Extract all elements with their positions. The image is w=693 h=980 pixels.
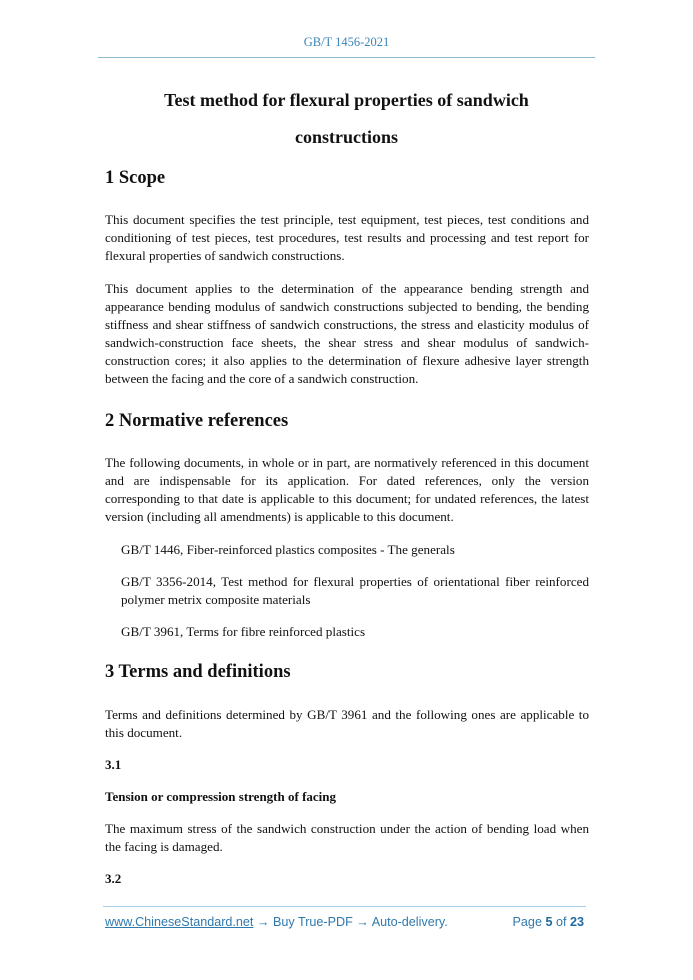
term-name: Tension or compression strength of facing xyxy=(105,789,337,804)
page-indicator xyxy=(513,915,584,929)
document-title xyxy=(0,82,693,156)
section-heading-scope: 1 Scope xyxy=(105,168,166,188)
header-divider xyxy=(98,57,595,58)
document-title-line-1: Test method for flexural properties of sandwich xyxy=(164,90,529,110)
scope-paragraph-1: This document specifies the test principle, test equipment, test pieces, test conditions and conditioning of test pieces, test procedures, test results and processing and test report for flexural properties of sandwich constructions. xyxy=(105,212,589,263)
normative-reference-item: GB/T 3356-2014, Test method for flexural properties of orientational fiber reinforced polymer metrix composite materials xyxy=(121,574,589,607)
section-heading-normative-references: 2 Normative references xyxy=(105,411,289,431)
term-number: 3.2 xyxy=(105,871,122,886)
page-of-label: of xyxy=(555,915,567,929)
running-header-doc-code: GB/T 1456-2021 xyxy=(303,35,390,49)
chinesestandard-link[interactable]: www.ChineseStandard.net xyxy=(105,915,254,929)
section-heading-terms-and-definitions: 3 Terms and definitions xyxy=(105,662,291,682)
term-number: 3.1 xyxy=(105,757,122,772)
term-definition: The maximum stress of the sandwich construction under the action of bending load when the facing is damaged. xyxy=(105,821,589,854)
document-title-line-2: constructions xyxy=(295,127,398,147)
page-footer xyxy=(105,915,586,929)
normative-reference-item: GB/T 3961, Terms for fibre reinforced plastics xyxy=(121,624,366,639)
footer-promo-text: → Buy True-PDF → Auto-delivery. xyxy=(253,915,448,929)
footer-divider xyxy=(103,906,586,907)
scope-paragraph-2: This document applies to the determination of the appearance bending strength and appearance bending modulus of sandwich constructions subjected to bending, the bending stiffness and shear stiffness of sandwich constructions, the stress and elasticity modulus of sandwich-construction face sheets, the shear stress and shear modulus of sandwich-construction cores; it also applies to the determination of flexure adhesive layer strength between the facing and the core of a sandwich construction. xyxy=(105,281,589,386)
total-page-count: 23 xyxy=(569,915,584,929)
normative-reference-item: GB/T 1446, Fiber-reinforced plastics composites - The generals xyxy=(121,542,455,557)
normative-intro-paragraph: The following documents, in whole or in part, are normatively referenced in this document and are indispensable for its application. For dated references, only the version corresponding to that date is applicable to this document; for undated references, the latest version (including all amendments) is applicable to this document. xyxy=(105,455,589,524)
current-page-number: 5 xyxy=(545,915,553,929)
terms-intro-paragraph: Terms and definitions determined by GB/T 3961 and the following ones are applicable to this document. xyxy=(105,707,589,740)
page-label: Page xyxy=(512,915,542,929)
